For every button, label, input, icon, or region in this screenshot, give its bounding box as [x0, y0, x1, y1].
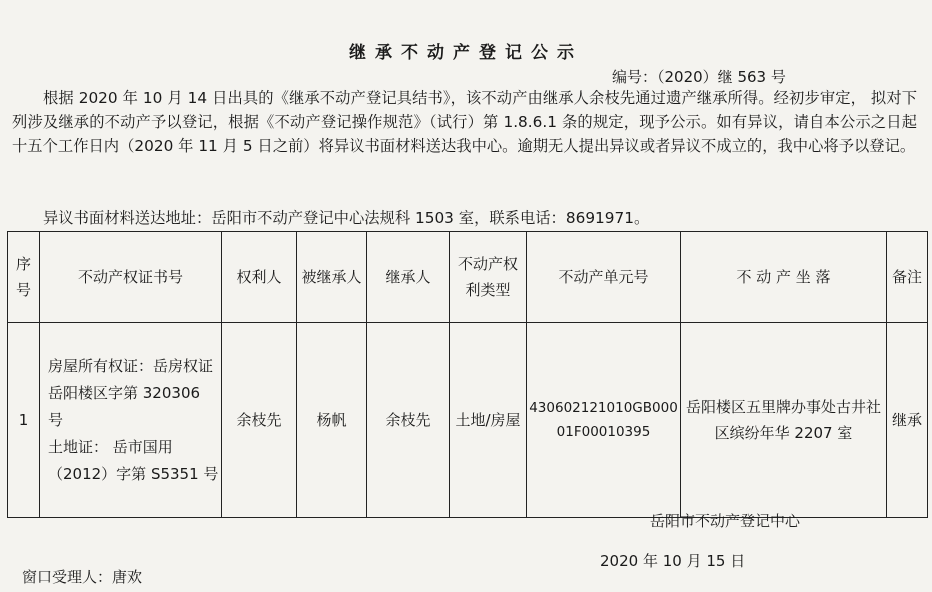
notice-body [12, 86, 917, 158]
notice-title: 继承不动产登记公示 [349, 43, 583, 63]
notice-number: 编号：（2020）继 563 号 [612, 68, 786, 86]
window-clerk: 窗口受理人：唐欢 [22, 568, 143, 586]
header-unit-no: 不动产单元号 [527, 232, 681, 323]
cell-remark: 继承 [887, 323, 928, 518]
property-table [7, 231, 928, 518]
cell-heir: 余枝先 [367, 323, 450, 518]
table-header-row [8, 232, 928, 323]
issue-date: 2020 年 10 月 15 日 [600, 552, 746, 570]
cell-right-type: 土地/房屋 [450, 323, 527, 518]
header-seq: 序号 [8, 232, 40, 323]
objection-address: 异议书面材料送达地址：岳阳市不动产登记中心法规科 1503 室，联系电话：8691971。 [43, 209, 650, 227]
header-remark: 备注 [887, 232, 928, 323]
header-heir: 继承人 [367, 232, 450, 323]
issuing-office: 岳阳市不动产登记中心 [650, 512, 801, 530]
header-cert: 不动产权证书号 [40, 232, 222, 323]
table-row [8, 323, 928, 518]
cell-holder: 余枝先 [222, 323, 297, 518]
cell-location: 岳阳楼区五里牌办事处古井社区缤纷年华 2207 室 [681, 323, 887, 518]
cell-decedent: 杨帆 [297, 323, 367, 518]
header-location: 不 动 产 坐 落 [681, 232, 887, 323]
header-right-type: 不动产权利类型 [450, 232, 527, 323]
cert-house: 房屋所有权证：岳房权证岳阳楼区字第 320306 号 [48, 356, 214, 429]
header-holder: 权利人 [222, 232, 297, 323]
cert-land: 土地证： 岳市国用（2012）字第 S5351 号 [48, 437, 219, 483]
cell-unit-no: 430602121010GB00001F00010395 [527, 323, 681, 518]
header-decedent: 被继承人 [297, 232, 367, 323]
cell-cert [40, 323, 222, 518]
notice-paragraph: 根据 2020 年 10 月 14 日出具的《继承不动产登记具结书》，该不动产由继承人余枝先通过遗产继承所得。经初步审定， 拟对下列涉及继承的不动产予以登记，根据《不动产登记操作规范》（试行）第 1.8.6.1 条的规定，现予公示。如有异议，请自本公示之日起十五个工作日内（2020 年 11 月 5 日之前）将异议书面材料送达我中心。逾期无人提出异议或者异议不成立的，我中心将予以登记。 [12, 89, 917, 155]
cell-seq: 1 [8, 323, 40, 518]
